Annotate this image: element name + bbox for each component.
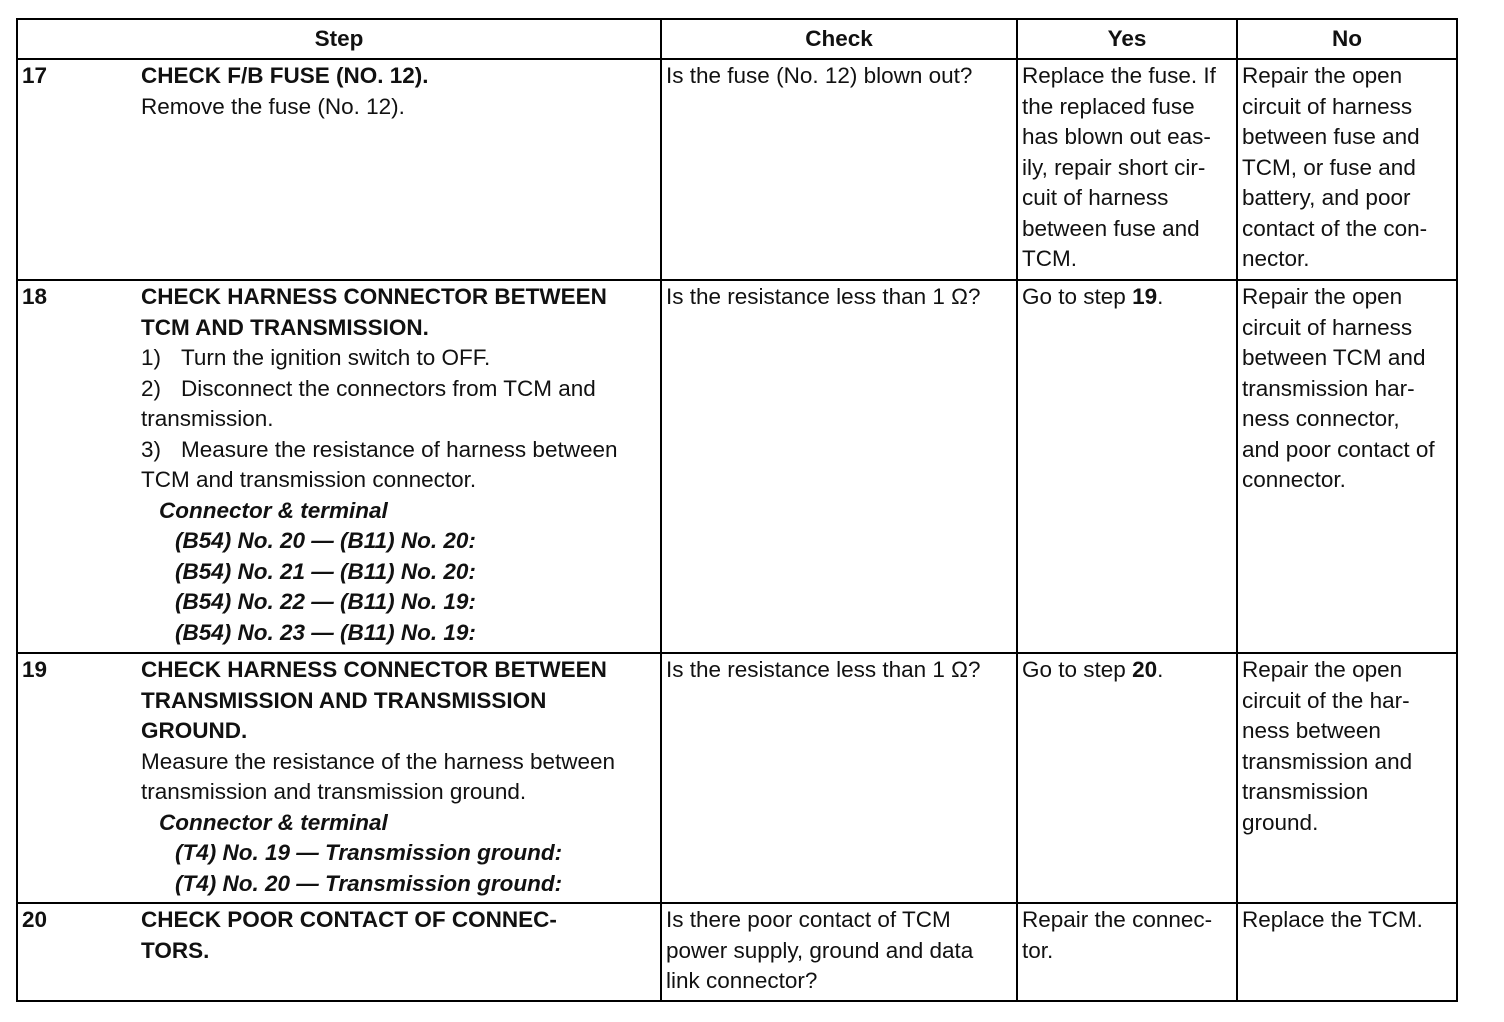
check-text: Is the fuse (No. 12) blown out? [666,63,973,88]
yes-suffix: . [1157,284,1164,309]
check-line: power supply, ground and data [666,937,974,963]
yes-cell [1017,653,1237,903]
terminal-spec: (B54) No. 22 — (B11) No. 19: [175,589,476,614]
goto-step-number: 19 [1132,284,1158,309]
yes-prefix: Go to step [1022,657,1133,682]
no-cell [1237,280,1457,653]
procedure-step [141,374,656,405]
connector-label: Connector & terminal [159,497,388,523]
step-title: TCM AND TRANSMISSION. [141,314,429,340]
step-number: 17 [17,59,137,280]
step-number: 20 [17,903,137,1001]
no-cell [1237,903,1457,1001]
step-title: CHECK F/B FUSE (NO. 12). [141,63,429,88]
procedure-step-text: Measure the resistance of harness between [181,436,618,462]
check-cell [661,59,1017,280]
procedure-step [141,435,656,466]
procedure-step [141,343,656,374]
no-line: transmission and [1242,748,1413,774]
terminal-spec: (T4) No. 19 — Transmission ground: [175,840,563,865]
check-cell [661,653,1017,903]
step-text: transmission and transmission ground. [141,779,527,804]
procedure-step-number: 2) [141,375,162,401]
no-line: transmission [1242,779,1369,804]
procedure-step-text: Turn the ignition switch to OFF. [181,345,491,370]
no-line: TCM, or fuse and [1242,154,1416,180]
step-description [137,653,661,903]
step-number: 18 [17,280,137,653]
check-cell [661,280,1017,653]
check-line: Is there poor contact of TCM [666,907,951,932]
yes-line: has blown out eas- [1022,124,1211,149]
check-text: Is the resistance less than 1 Ω? [666,657,981,682]
procedure-step-continued: transmission. [141,406,274,431]
no-line: circuit of harness [1242,314,1413,340]
no-line: Repair the open [1242,657,1403,682]
procedure-step-number: 3) [141,436,162,462]
table-row [17,903,1457,1001]
yes-cell [1017,59,1237,280]
no-cell [1237,653,1457,903]
procedure-step-text: Disconnect the connectors from TCM and [181,375,596,401]
no-cell [1237,59,1457,280]
yes-line: TCM. [1022,246,1078,271]
terminal-spec: (T4) No. 20 — Transmission ground: [175,870,563,896]
no-line: circuit of the har- [1242,687,1410,713]
no-line: ness connector, [1242,406,1400,431]
no-line: between TCM and [1242,345,1426,370]
terminal-spec: (B54) No. 20 — (B11) No. 20: [175,528,476,553]
no-line: contact of the con- [1242,215,1428,241]
no-line: nector. [1242,246,1310,271]
yes-line: ily, repair short cir- [1022,154,1206,180]
no-text: Replace the TCM. [1242,907,1423,932]
no-line: transmission har- [1242,375,1415,401]
procedure-step-continued: TCM and transmission connector. [141,467,477,492]
terminal-spec: (B54) No. 21 — (B11) No. 20: [175,558,476,584]
goto-step-number: 20 [1132,657,1158,682]
step-title: TORS. [141,937,210,963]
check-line: link connector? [666,968,818,993]
header-yes: Yes [1017,19,1237,59]
yes-suffix: . [1157,657,1164,682]
procedure-step-number: 1) [141,345,162,370]
header-step: Step [17,19,661,59]
step-title: GROUND. [141,718,248,743]
yes-line: the replaced fuse [1022,93,1195,119]
step-number: 19 [17,653,137,903]
no-line: connector. [1242,467,1346,492]
diagnostic-table [16,18,1458,1002]
check-text: Is the resistance less than 1 Ω? [666,284,981,309]
no-line: circuit of harness [1242,93,1413,119]
yes-line: cuit of harness [1022,185,1169,210]
step-description [137,280,661,653]
yes-cell [1017,903,1237,1001]
check-cell [661,903,1017,1001]
header-no: No [1237,19,1457,59]
yes-line: Replace the fuse. If [1022,63,1216,88]
step-text: Remove the fuse (No. 12). [141,93,405,119]
terminal-spec: (B54) No. 23 — (B11) No. 19: [175,619,476,645]
no-line: ness between [1242,718,1381,743]
diagnostic-table-sheet [16,18,1456,1002]
step-text: Measure the resistance of the harness between [141,748,616,774]
step-description [137,59,661,280]
yes-line: between fuse and [1022,215,1200,241]
step-title: CHECK HARNESS CONNECTOR BETWEEN [141,657,607,682]
table-row [17,653,1457,903]
no-line: battery, and poor [1242,185,1411,210]
yes-line: tor. [1022,937,1054,963]
step-title: CHECK HARNESS CONNECTOR BETWEEN [141,284,607,309]
step-description [137,903,661,1001]
yes-line: Repair the connec- [1022,907,1213,932]
header-check: Check [661,19,1017,59]
connector-label: Connector & terminal [159,809,388,835]
yes-prefix: Go to step [1022,284,1133,309]
no-line: and poor contact of [1242,436,1435,462]
step-title: CHECK POOR CONTACT OF CONNEC- [141,907,557,932]
step-title: TRANSMISSION AND TRANSMISSION [141,687,547,713]
table-row [17,280,1457,653]
no-line: ground. [1242,809,1319,835]
no-line: Repair the open [1242,284,1403,309]
header-row [17,19,1457,59]
no-line: Repair the open [1242,63,1403,88]
no-line: between fuse and [1242,124,1420,149]
yes-cell [1017,280,1237,653]
table-row [17,59,1457,280]
